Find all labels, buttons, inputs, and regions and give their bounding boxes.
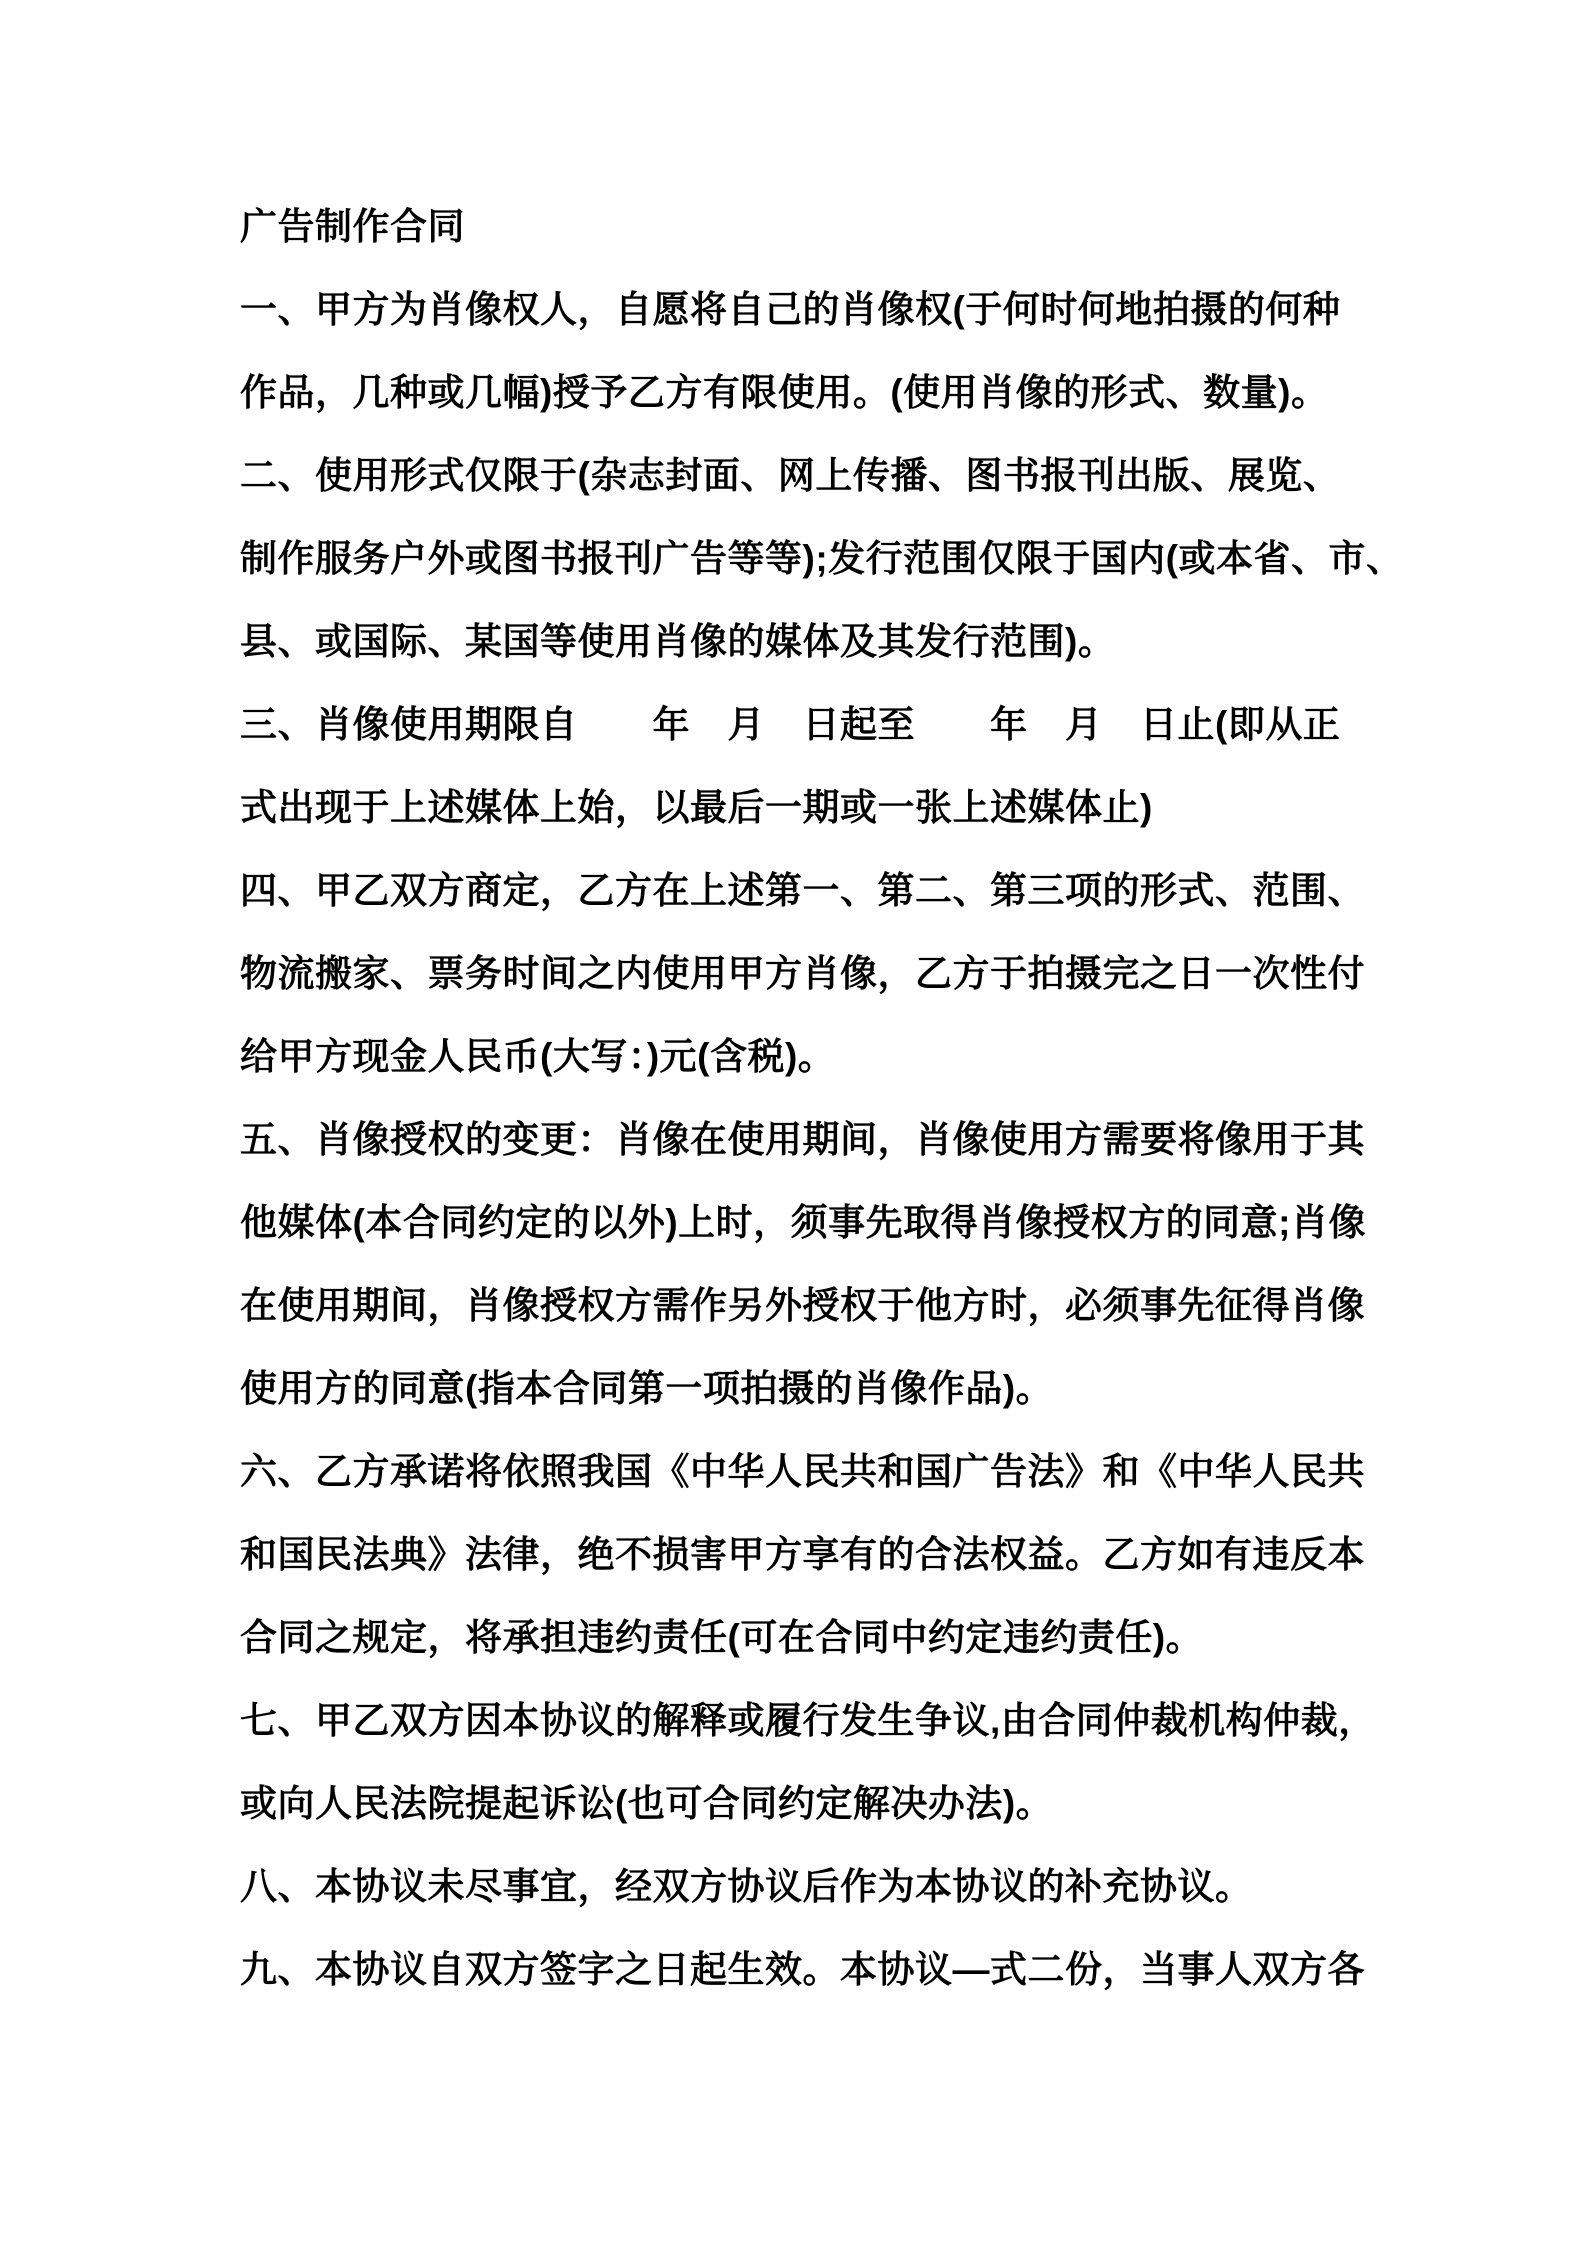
document-body (240, 268, 1430, 2011)
text-line: 作品，几种或几幅)授予乙方有限使用。(使用肖像的形式、数量)。 (240, 372, 1329, 413)
text-line: 八、本协议未尽事宜，经双方协议后作为本协议的补充协议。 (240, 1866, 1253, 1907)
text-line: 二、使用形式仅限于(杂志封面、网上传播、图书报刊出版、展览、 (240, 455, 1341, 496)
text-line: 在使用期间，肖像授权方需作另外授权于他方时，必须事先征得肖像 (240, 1285, 1365, 1326)
text-line: 使用方的同意(指本合同第一项拍摄的肖像作品)。 (240, 1368, 1054, 1409)
document-title: 广告制作合同 (240, 206, 465, 247)
text-line: 县、或国际、某国等使用肖像的媒体及其发行范围)。 (240, 621, 1116, 662)
text-line: 九、本协议自双方签字之日起生效。本协议—式二份，当事人双方各 (240, 1949, 1365, 1990)
text-line: 六、乙方承诺将依照我国《中华人民共和国广告法》和《中华人民共 (240, 1451, 1365, 1492)
text-line: 式出现于上述媒体上始，以最后一期或一张上述媒体止) (240, 787, 1153, 828)
text-line: 一、甲方为肖像权人，自愿将自己的肖像权(于何时何地拍摄的何种 (240, 289, 1341, 330)
text-line: 合同之规定，将承担违约责任(可在合同中约定违约责任)。 (240, 1617, 1204, 1658)
text-line: 七、甲乙双方因本协议的解释或履行发生争议,由合同仲裁机构仲裁， (240, 1700, 1376, 1741)
text-line: 四、甲乙双方商定，乙方在上述第一、第二、第三项的形式、范围、 (240, 870, 1365, 911)
text-line: 他媒体(本合同约定的以外)上时，须事先取得肖像授权方的同意;肖像 (240, 1202, 1366, 1243)
text-line: 给甲方现金人民币(大写：)元(含税)。 (240, 1036, 836, 1077)
text-line: 物流搬家、票务时间之内使用甲方肖像，乙方于拍摄完之日一次性付 (240, 953, 1365, 994)
text-line: 五、肖像授权的变更：肖像在使用期间，肖像使用方需要将像用于其 (240, 1119, 1365, 1160)
contract-document (240, 185, 1430, 2011)
text-line: 制作服务户外或图书报刊广告等等);发行范围仅限于国内(或本省、市、 (240, 538, 1404, 579)
text-line: 或向人民法院提起诉讼(也可合同约定解决办法)。 (240, 1783, 1054, 1824)
text-line: 和国民法典》法律，绝不损害甲方享有的合法权益。乙方如有违反本 (240, 1534, 1365, 1575)
text-line: 三、肖像使用期限自 年 月 日起至 年 月 日止(即从正 (240, 704, 1341, 745)
